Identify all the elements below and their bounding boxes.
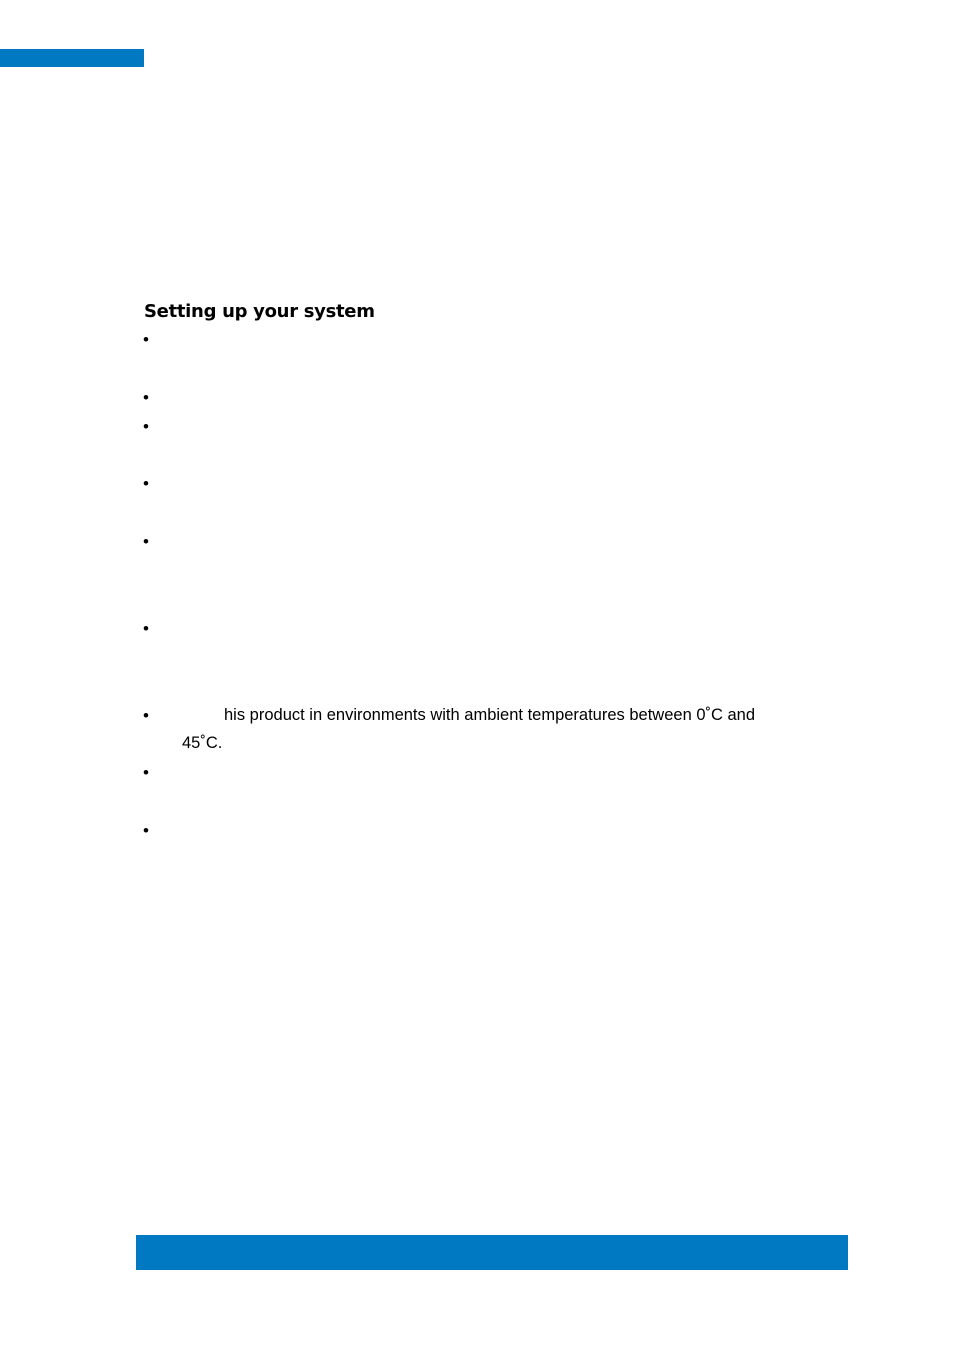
- header-accent-bar: [0, 49, 144, 67]
- list-bullet: •: [143, 706, 149, 725]
- list-bullet: •: [143, 330, 149, 349]
- list-item-temperature: [182, 701, 755, 757]
- temperature-line-1: his product in environments with ambient temperatures between 0˚C and: [224, 706, 756, 724]
- section-heading: Setting up your system: [144, 301, 375, 322]
- footer-accent-bar: [136, 1235, 848, 1270]
- temperature-line-2: 45˚C.: [182, 734, 223, 752]
- list-bullet: •: [143, 388, 149, 407]
- list-bullet: •: [143, 532, 149, 551]
- list-bullet: •: [143, 619, 149, 638]
- list-bullet: •: [143, 763, 149, 782]
- list-bullet: •: [143, 821, 149, 840]
- list-bullet: •: [143, 474, 149, 493]
- list-bullet: •: [143, 417, 149, 436]
